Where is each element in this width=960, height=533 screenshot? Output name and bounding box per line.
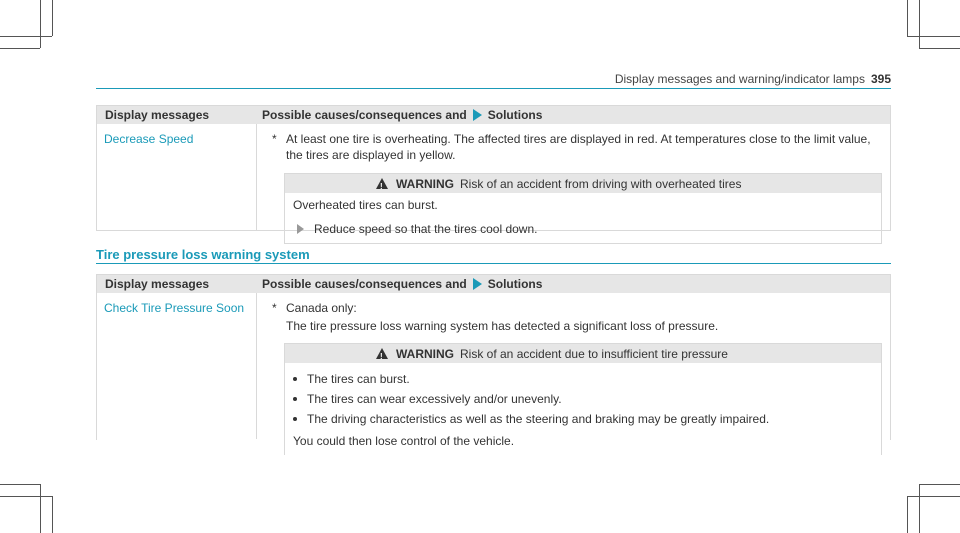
warning-header	[285, 174, 881, 193]
col-header-solutions-label: Solutions	[487, 108, 543, 122]
step-arrow-icon	[297, 224, 304, 234]
col-header-solutions-label: Solutions	[487, 277, 543, 291]
table-row	[97, 124, 890, 236]
bullet-dot-icon	[293, 397, 297, 401]
warning-text: Overheated tires can burst.	[293, 198, 438, 212]
crop-mark	[907, 0, 908, 36]
cause-item	[272, 300, 882, 316]
crop-mark	[40, 484, 41, 533]
list-item-text: The driving characteristics as well as the steering and braking may be greatly impaired.	[307, 412, 770, 426]
table-header	[97, 106, 890, 124]
causes-cell	[257, 293, 890, 448]
crop-mark	[0, 36, 52, 37]
warning-header	[285, 344, 881, 363]
cause-text: At least one tire is overheating. The affected tires are displayed in red. At temperatures close to the limit value, the tires are displayed in yellow.	[286, 132, 871, 162]
warning-triangle-icon	[376, 348, 388, 359]
table-row	[97, 293, 890, 448]
crop-mark	[907, 36, 960, 37]
list-item-text: The tires can burst.	[307, 372, 410, 386]
warning-label: WARNING	[396, 346, 454, 361]
display-message: Decrease Speed	[97, 124, 257, 230]
bullet-dot-icon	[293, 417, 297, 421]
step-text: Reduce speed so that the tires cool down.	[314, 222, 538, 236]
crop-mark	[0, 48, 40, 49]
section-title: Tire pressure loss warning system	[96, 247, 310, 262]
crop-mark	[52, 0, 53, 36]
table-decrease-speed	[96, 105, 891, 236]
crop-mark	[40, 0, 41, 48]
header-rule	[96, 88, 891, 89]
bullet-dot-icon	[293, 377, 297, 381]
action-step	[285, 221, 873, 237]
crop-mark	[0, 496, 52, 497]
crop-mark	[919, 0, 920, 48]
warning-title: Risk of an accident due to insufficient tire pressure	[460, 346, 728, 361]
table-check-tire-pressure	[96, 274, 891, 448]
col-header-messages: Display messages	[105, 277, 210, 291]
warning-body	[285, 363, 881, 455]
col-header-causes: Possible causes/consequences and	[262, 277, 467, 291]
crop-mark	[907, 496, 960, 497]
list-item	[285, 391, 873, 407]
asterisk-marker: *	[272, 301, 277, 315]
warning-body	[285, 193, 881, 243]
crop-mark	[0, 484, 40, 485]
asterisk-marker: *	[272, 132, 277, 146]
list-item-text: The tires can wear excessively and/or unevenly.	[307, 392, 562, 406]
cause-text: The tire pressure loss warning system has detected a significant loss of pressure.	[286, 319, 719, 333]
col-header-solutions	[253, 277, 890, 291]
arrow-right-icon	[473, 278, 482, 290]
cause-item	[272, 131, 882, 163]
table-header	[97, 275, 890, 293]
crop-mark	[907, 496, 908, 533]
crop-mark	[919, 484, 960, 485]
canada-text: Canada only:	[286, 301, 357, 315]
col-header-solutions	[253, 108, 890, 122]
crop-mark	[919, 48, 960, 49]
warning-label: WARNING	[396, 176, 454, 191]
warning-triangle-icon	[376, 178, 388, 189]
list-item	[285, 411, 873, 427]
causes-cell	[257, 124, 890, 236]
list-item	[285, 371, 873, 387]
col-header-causes: Possible causes/consequences and	[262, 108, 467, 122]
warning-box	[284, 173, 882, 244]
crop-mark	[919, 484, 920, 533]
warning-text: You could then lose control of the vehicle.	[293, 434, 515, 448]
arrow-right-icon	[473, 109, 482, 121]
warning-title: Risk of an accident from driving with overheated tires	[460, 176, 742, 191]
warning-box	[284, 343, 882, 455]
running-head-text: Display messages and warning/indicator lamps	[614, 72, 865, 86]
crop-mark	[52, 496, 53, 533]
section-rule	[96, 263, 891, 264]
page-number: 395	[870, 72, 891, 86]
running-head	[615, 72, 891, 86]
display-message: Check Tire Pressure Soon	[97, 293, 257, 439]
col-header-messages: Display messages	[105, 108, 210, 122]
